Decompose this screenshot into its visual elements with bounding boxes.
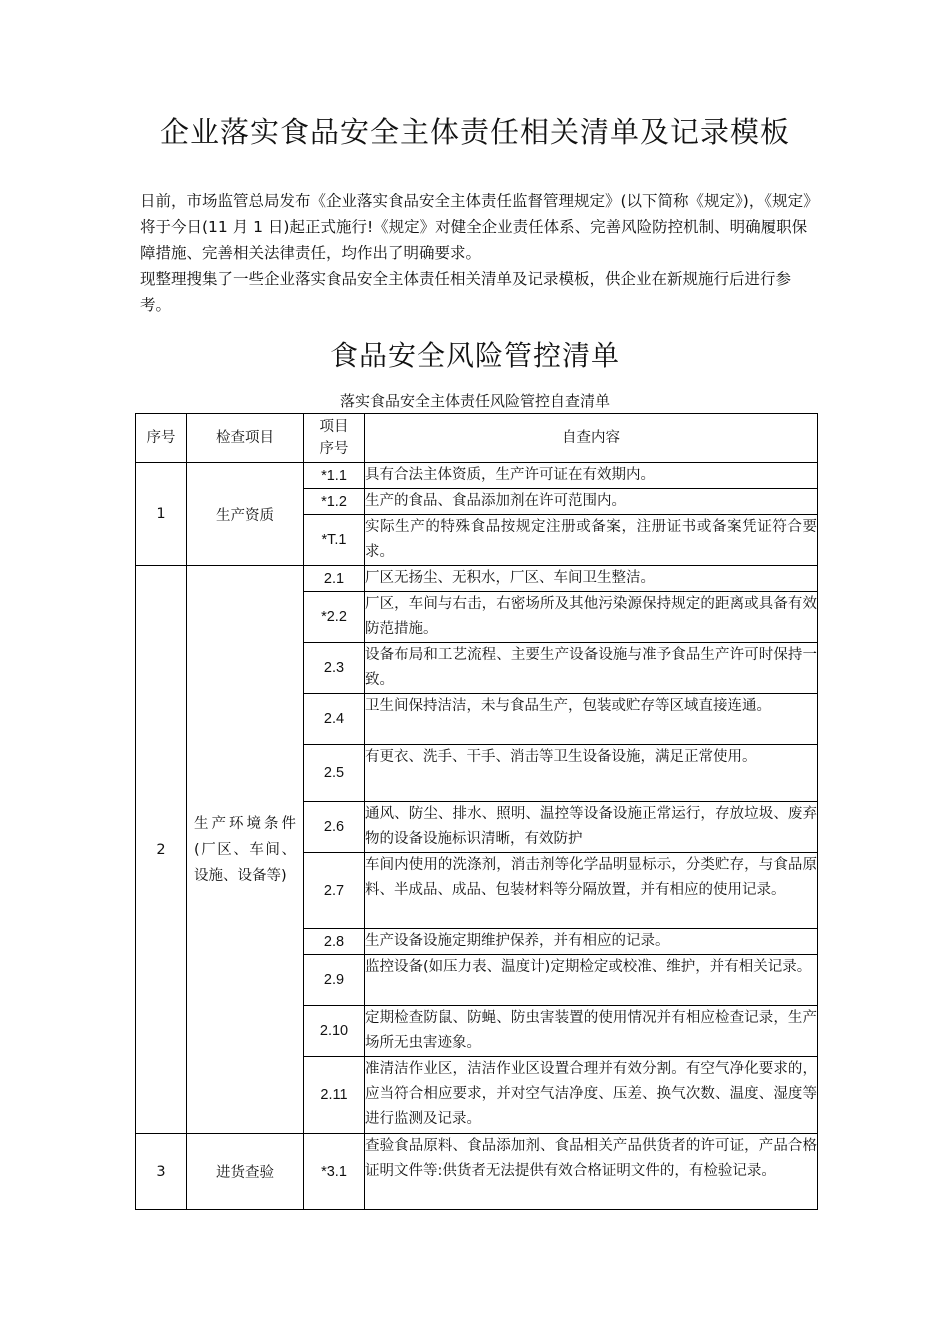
row-code: *T.1 [304, 515, 365, 566]
row-code: *3.1 [304, 1134, 365, 1210]
header-content: 自查内容 [365, 414, 818, 463]
group-item: 生产环境条件(厂区、车间、设施、设备等) [187, 566, 304, 1134]
header-code-label: 项目序号 [319, 419, 349, 457]
row-content: 查验食品原料、食品添加剂、食品相关产品供货者的许可证，产品合格证明文件等:供货者无法提供有效合格证明文件的，有检验记录。 [365, 1134, 818, 1210]
group-item: 生产资质 [187, 463, 304, 566]
row-code: 2.8 [304, 929, 365, 955]
row-content: 厂区，车间与右击，右密场所及其他污染源保持规定的距离或具备有效防范措施。 [365, 592, 818, 643]
risk-checklist-table [135, 413, 818, 1210]
row-code: *1.1 [304, 463, 365, 489]
row-code: 2.10 [304, 1006, 365, 1057]
row-content: 生产的食品、食品添加剂在许可范围内。 [365, 489, 818, 515]
row-content: 卫生间保持洁洁，未与食品生产，包装或贮存等区域直接连通。 [365, 694, 818, 745]
table-row [136, 463, 818, 489]
row-code: 2.4 [304, 694, 365, 745]
row-content: 生产设备设施定期维护保养，并有相应的记录。 [365, 929, 818, 955]
row-content: 监控设备(如压力表、温度计)定期检定或校准、维护，并有相关记录。 [365, 955, 818, 1006]
row-content: 准清洁作业区，洁洁作业区设置合理并有效分割。有空气净化要求的，应当符合相应要求，并对空气洁净度、压差、换气次数、温度、湿度等进行监测及记录。 [365, 1057, 818, 1134]
row-code: 2.9 [304, 955, 365, 1006]
row-content: 设备布局和工艺流程、主要生产设备设施与准予食品生产许可时保持一致。 [365, 643, 818, 694]
group-seq: 2 [136, 566, 187, 1134]
header-item: 检查项目 [187, 414, 304, 463]
row-content: 通风、防尘、排水、照明、温控等设备设施正常运行，存放垃圾、废弃物的设备设施标识清晰，有效防护 [365, 802, 818, 853]
row-code: 2.7 [304, 853, 365, 929]
row-code: *1.2 [304, 489, 365, 515]
table-row [136, 1134, 818, 1210]
row-content: 定期检查防鼠、防蝇、防虫害装置的使用情况并有相应检查记录，生产场所无虫害迹象。 [365, 1006, 818, 1057]
section-title: 食品安全风险管控清单 [329, 339, 620, 372]
table-row [136, 566, 818, 592]
row-content: 车间内使用的洗涤剂，消击剂等化学品明显标示，分类贮存，与食品原料、半成品、成品、包装材料等分隔放置，并有相应的使用记录。 [365, 853, 818, 929]
row-code: 2.3 [304, 643, 365, 694]
intro-paragraph-2: 现整理搜集了一些企业落实食品安全主体责任相关清单及记录模板，供企业在新规施行后进行参考。 [140, 270, 792, 314]
row-code: 2.11 [304, 1057, 365, 1134]
group-item: 进货查验 [187, 1134, 304, 1210]
table-header-row [136, 414, 818, 463]
row-content: 厂区无扬尘、无积水，厂区、车间卫生整洁。 [365, 566, 818, 592]
row-content: 实际生产的特殊食品按规定注册或备案，注册证书或备案凭证符合要求。 [365, 515, 818, 566]
intro-paragraph-1: 日前，市场监管总局发布《企业落实食品安全主体责任监督管理规定》(以下简称《规定》)，《规定》将于今日(11 月 1 日)起正式施行!《规定》对健全企业责任体系、完善风险防控机制、明确履职保障措施、完善相关法律责任，均作出了明确要求。 [140, 192, 819, 262]
row-code: *2.2 [304, 592, 365, 643]
header-seq: 序号 [136, 414, 187, 463]
row-content: 具有合法主体资质，生产许可证在有效期内。 [365, 463, 818, 489]
row-code: 2.6 [304, 802, 365, 853]
header-code [304, 414, 365, 463]
row-code: 2.1 [304, 566, 365, 592]
table-caption: 落实食品安全主体责任风险管控自查清单 [339, 392, 610, 410]
intro-text [140, 188, 820, 318]
group-seq: 1 [136, 463, 187, 566]
group-seq: 3 [136, 1134, 187, 1210]
row-code: 2.5 [304, 745, 365, 802]
row-content: 有更衣、洗手、干手、消击等卫生设备设施，满足正常使用。 [365, 745, 818, 802]
document-title: 企业落实食品安全主体责任相关清单及记录模板 [159, 115, 790, 149]
